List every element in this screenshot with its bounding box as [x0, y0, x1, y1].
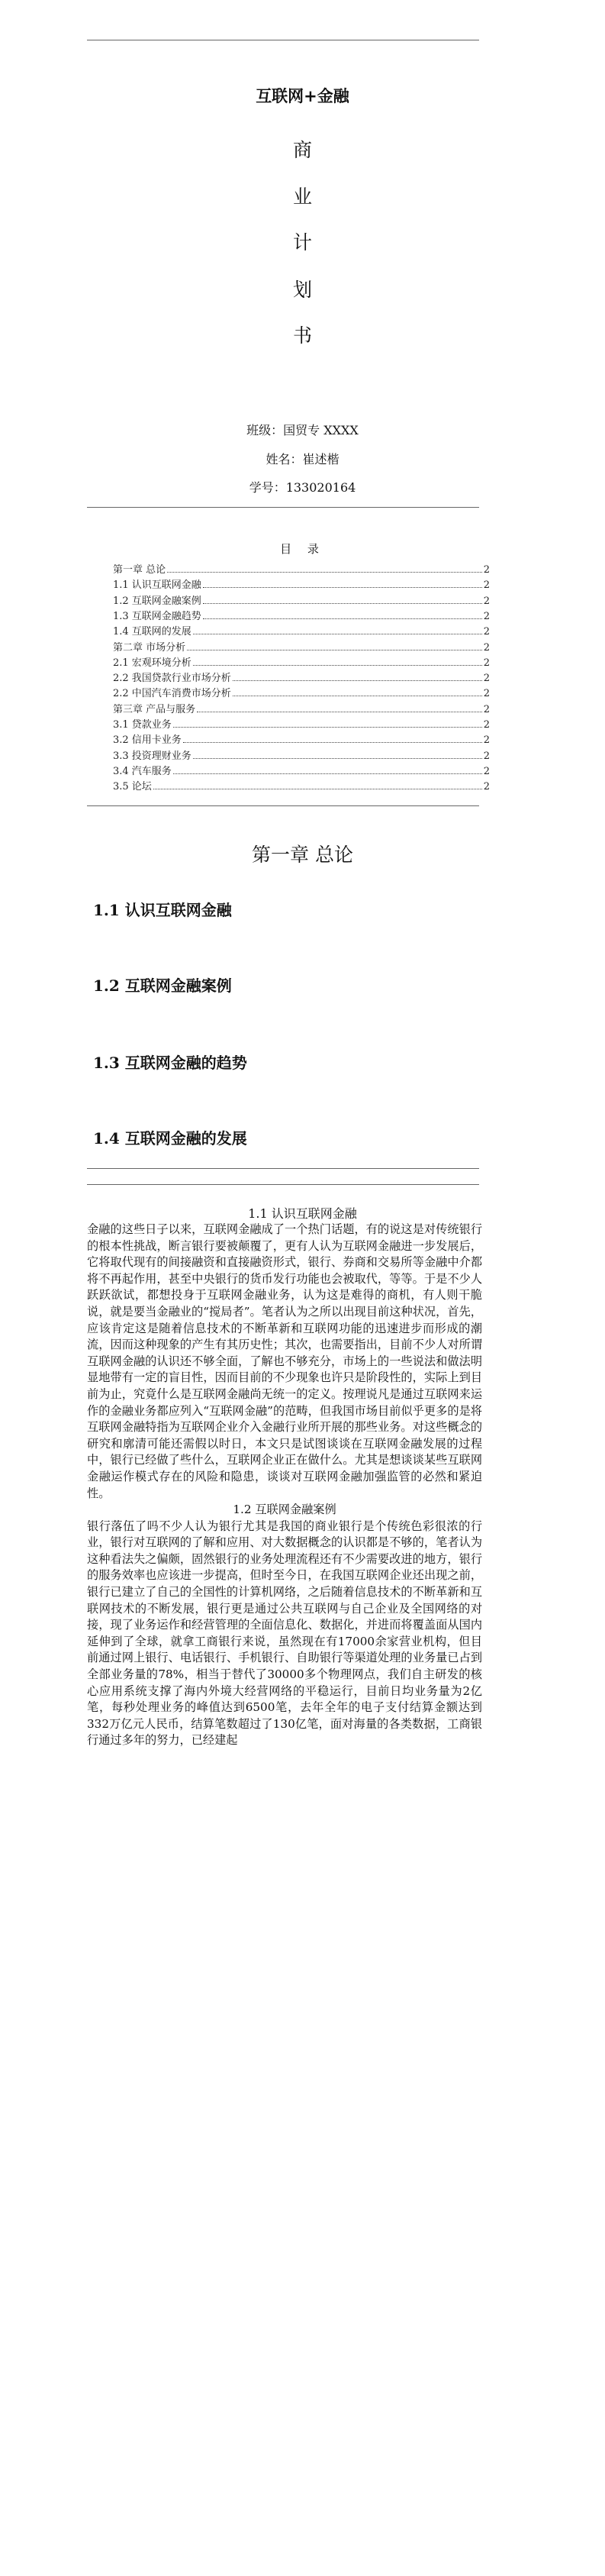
toc-entry-page: 2: [483, 688, 490, 700]
toc-entry-label: 第一章 总论: [113, 564, 166, 576]
toc-entry[interactable]: [113, 702, 490, 715]
body-text: [87, 1222, 482, 1749]
toc-title: 目 录: [280, 542, 325, 556]
toc-entry-page: 2: [483, 595, 490, 607]
toc-leader-dots: [203, 618, 482, 619]
toc-entry-page: 2: [483, 626, 490, 638]
section-heading: 1.1 认识互联网金融: [93, 901, 232, 919]
toc-entry-label: 1.3 互联网金融趋势: [113, 610, 201, 622]
toc-leader-dots: [173, 727, 482, 728]
page-break-rule: [87, 1168, 479, 1169]
toc-entry[interactable]: [113, 640, 490, 654]
toc-leader-dots: [203, 603, 482, 604]
toc-entry-label: 2.2 中国汽车消费市场分析: [113, 688, 231, 700]
toc-entry-page: 2: [483, 673, 490, 685]
toc-entry[interactable]: [113, 763, 490, 777]
toc-entry[interactable]: [113, 593, 490, 607]
toc-entry-page: 2: [483, 641, 490, 654]
toc-entry[interactable]: [113, 624, 490, 638]
toc-entry[interactable]: [113, 577, 490, 591]
toc-entry-label: 3.4 汽车服务: [113, 765, 172, 777]
toc-entry[interactable]: [113, 686, 490, 699]
toc-entry-label: 1.2 互联网金融案例: [113, 595, 201, 607]
toc-leader-dots: [167, 572, 482, 573]
toc-entry-page: 2: [483, 703, 490, 715]
class-label: 班级：国贸专 XXXX: [246, 423, 359, 437]
toc-entry-label: 第二章 市场分析: [113, 641, 186, 654]
toc-entry-page: 2: [483, 734, 490, 747]
subtitle-char: 商: [292, 139, 312, 161]
toc-leader-dots: [233, 680, 482, 681]
page-break-rule: [87, 507, 479, 508]
toc-entry-page: 2: [483, 579, 490, 592]
toc-leader-dots: [173, 773, 482, 774]
toc-entry-label: 2.2 我国贷款行业市场分析: [113, 673, 231, 685]
paragraph-1: 金融的这些日子以来，互联网金融成了一个热门话题，有的说这是对传统银行的根本性挑战，断言银行要被颠覆了，更有人认为互联网金融进一步发展后，它将取代现有的间接融资和直接融资形式，银行、券商和交易所等金融中介都将不再起作用，甚至中央银行的货币发行功能也会被取代，等等。于是不少人跃跃欲试，都想投身于互联网金融业务，认为这是难得的商机，有人则干脆说，就是要当金融业的“搅局者”。笔者认为之所以出现目前这种状况，首先，应该肯定这是随着信息技术的不断革新和互联网功能的迅速进步而形成的潮流，因而这种现象的产生有其历史性；其次，也需要指出，目前不少人对所谓互联网金融的认识还不够全面，了解也不够充分，市场上的一些说法和做法明显地带有一定的盲目性，因而目前的不少现象也许只是阶段性的，实际上到目前为止，究竟什么是互联网金融尚无统一的定义。按理说凡是通过互联网来运作的金融业务都应列入“互联网金融”的范畴，但我国市场目前似乎更多的是将互联网金融特指为互联网企业介入金融行业所开展的那些业务。对这些概念的研究和廓清可能还需假以时日，本文只是试图谈谈在互联网金融发展的过程中，银行已经做了些什么，互联网企业正在做什么。尤其是想谈谈某些互联网金融运作模式存在的风险和隐患，谈谈对互联网金融加强监管的必然和紧迫性。: [87, 1222, 482, 1500]
section-heading: 1.3 互联网金融的趋势: [93, 1054, 247, 1072]
toc-entry-page: 2: [483, 657, 490, 669]
toc-entry[interactable]: [113, 717, 490, 731]
section-title-inline: 1.2 互联网金融案例: [233, 1503, 336, 1517]
cover-title: 互联网+金融: [256, 87, 349, 105]
toc-entry-label: 2.1 宏观环境分析: [113, 657, 191, 669]
page-break-rule: [87, 805, 479, 806]
chapter-title: 第一章 总论: [252, 844, 353, 866]
toc-entry[interactable]: [113, 732, 490, 746]
toc-entry-page: 2: [483, 564, 490, 576]
toc-entry[interactable]: [113, 779, 490, 792]
subtitle-char: 计: [292, 231, 312, 253]
toc-leader-dots: [193, 665, 482, 666]
toc-entry-label: 3.3 投资理财业务: [113, 750, 191, 762]
toc-leader-dots: [193, 758, 482, 759]
section-heading: 1.4 互联网金融的发展: [93, 1129, 247, 1148]
toc-entry-page: 2: [483, 750, 490, 762]
toc-entry[interactable]: [113, 748, 490, 762]
toc-entry[interactable]: [113, 655, 490, 669]
subtitle-char: 书: [292, 324, 312, 347]
page-top-rule: [87, 1184, 479, 1185]
student-id-label: 学号：133020164: [249, 480, 356, 495]
toc-entry-label: 3.5 论坛: [113, 781, 152, 793]
toc-entry[interactable]: [113, 562, 490, 576]
section-heading: 1.2 互联网金融案例: [93, 976, 232, 995]
toc-entry-label: 1.4 互联网的发展: [113, 626, 191, 638]
toc-entry-label: 第三章 产品与服务: [113, 703, 196, 715]
toc-entry[interactable]: [113, 670, 490, 684]
section-title: 1.1 认识互联网金融: [248, 1206, 357, 1221]
toc-entry-page: 2: [483, 719, 490, 731]
toc-entry-label: 3.1 贷款业务: [113, 719, 172, 731]
toc-entry[interactable]: [113, 608, 490, 622]
toc-entry-page: 2: [483, 781, 490, 793]
paragraph-2: 银行落伍了吗不少人认为银行尤其是我国的商业银行是个传统色彩很浓的行业，银行对互联网的了解和应用、对大数据概念的认识都是不够的，笔者认为这种看法失之偏颇，固然银行的业务处理流程还有不少需要改进的地方，银行的服务效率也应该进一步提高，但时至今日，在我国互联网企业还出现之前，银行已建立了自己的全国性的计算机网络，之后随着信息技术的不断革新和互联网技术的不断发展，银行更是通过公共互联网与自己企业及全国网络的对接，现了业务运作和经营管理的全面信息化、数据化，并进而将覆盖面从国内延伸到了全球，就拿工商银行来说，虽然现在有17000余家营业机构，但目前通过网上银行、电话银行、手机银行、自助银行等渠道处理的业务量已占到全部业务量的78%，相当于替代了30000多个物理网点，我们自主研发的核心应用系统支撑了海内外境大经营网络的平稳运行，目前日均业务量为2亿笔，每秒处理业务的峰值达到6500笔，去年全年的电子支付结算金额达到332万亿元人民币，结算笔数超过了130亿笔，面对海量的各类数据，工商银行通过多年的努力，已经建起: [87, 1519, 482, 1748]
toc-entry-label: 3.2 信用卡业务: [113, 734, 182, 747]
toc-entry-page: 2: [483, 610, 490, 622]
toc-leader-dots: [203, 587, 482, 588]
subtitle-char: 划: [292, 279, 312, 301]
toc-entry-page: 2: [483, 765, 490, 777]
toc-leader-dots: [183, 742, 482, 743]
name-label: 姓名：崔述楷: [265, 452, 340, 466]
subtitle-char: 业: [292, 186, 312, 208]
toc-entry-label: 1.1 认识互联网金融: [113, 579, 201, 592]
